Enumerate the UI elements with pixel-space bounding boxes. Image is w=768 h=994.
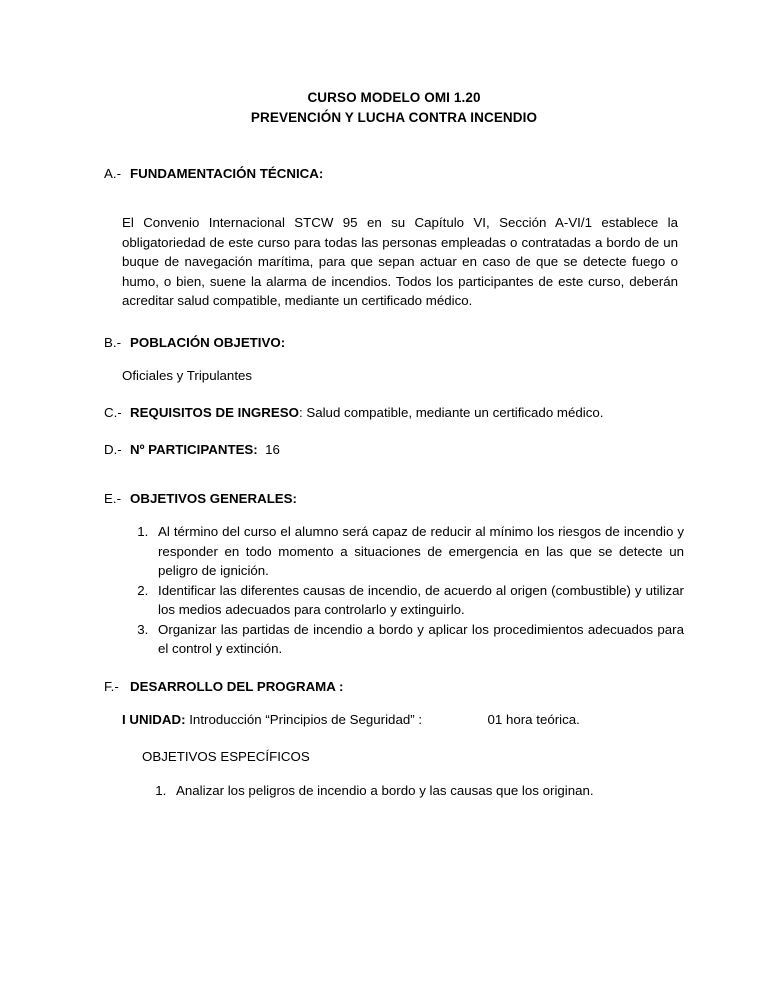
section-b-title: POBLACIÓN OBJETIVO: <box>130 334 286 350</box>
section-a-heading <box>104 164 684 183</box>
unit-title: Introducción “Principios de Seguridad” : <box>189 711 423 727</box>
title-line-2: PREVENCIÓN Y LUCHA CONTRA INCENDIO <box>250 110 538 125</box>
section-e-marker: E.- <box>104 491 121 506</box>
section-c-marker: C.- <box>104 405 122 420</box>
section-c-content: : Salud compatible, mediante un certificado médico. <box>298 405 604 420</box>
objectives-heading: OBJETIVOS ESPECÍFICOS <box>142 749 310 764</box>
unit-label: I UNIDAD: <box>122 711 186 727</box>
section-d-heading <box>104 440 684 459</box>
section-f-objectives-list <box>104 781 684 801</box>
list-item: 1. Al término del curso el alumno será capaz de reducir al mínimo los riesgos de incendio y responder en todo momento a situaciones de emergencia en las que se detecte un peligro de ignición. <box>152 522 684 581</box>
unit-line <box>122 710 684 730</box>
section-d-body <box>130 440 684 459</box>
section-a-paragraph: El Convenio Internacional STCW 95 en su Capítulo VI, Sección A-VI/1 establece la obligatoriedad de este curso para todas las personas empleadas o contratadas a bordo de un buque de navegación marítima, para que sepan actuar en caso de que se detecte fuego o humo, o bien, suene la alarma de incendios. Todos los participantes de este curso, deberán acreditar salud compatible, mediante un certificado médico. <box>122 215 678 308</box>
list-item: 3. Organizar las partidas de incendio a bordo y aplicar los procedimientos adecuados para el control y extinción. <box>152 620 684 659</box>
section-d-title: Nº PARTICIPANTES: <box>130 442 258 457</box>
section-a-title: FUNDAMENTACIÓN TÉCNICA: <box>130 166 324 181</box>
section-b-content: Oficiales y Tripulantes <box>122 367 253 383</box>
unit-hours: 01 hora teórica. <box>487 711 580 727</box>
title-line-1: CURSO MODELO OMI 1.20 <box>307 90 481 105</box>
section-f-heading <box>104 677 684 696</box>
section-e-list <box>104 522 684 659</box>
section-b-heading <box>104 333 684 352</box>
section-c-body <box>130 403 684 422</box>
list-item: 2. Identificar las diferentes causas de incendio, de acuerdo al origen (combustible) y utilizar los medios adecuados para controlarlo y extinguirlo. <box>152 581 684 620</box>
section-c-title: REQUISITOS DE INGRESO <box>130 405 299 420</box>
section-c-heading <box>104 403 684 422</box>
section-f-marker: F.- <box>104 678 119 694</box>
section-f-title: DESARROLLO DEL PROGRAMA : <box>130 678 344 694</box>
section-a-marker: A.- <box>104 166 121 181</box>
section-d-value: 16 <box>265 442 280 457</box>
page-title <box>104 88 684 128</box>
section-b-marker: B.- <box>104 334 121 350</box>
section-e-title: OBJETIVOS GENERALES: <box>130 491 297 506</box>
list-item: 1. Analizar los peligros de incendio a bordo y las causas que los originan. <box>170 781 684 801</box>
section-d-marker: D.- <box>104 442 122 457</box>
section-e-heading <box>104 489 684 508</box>
